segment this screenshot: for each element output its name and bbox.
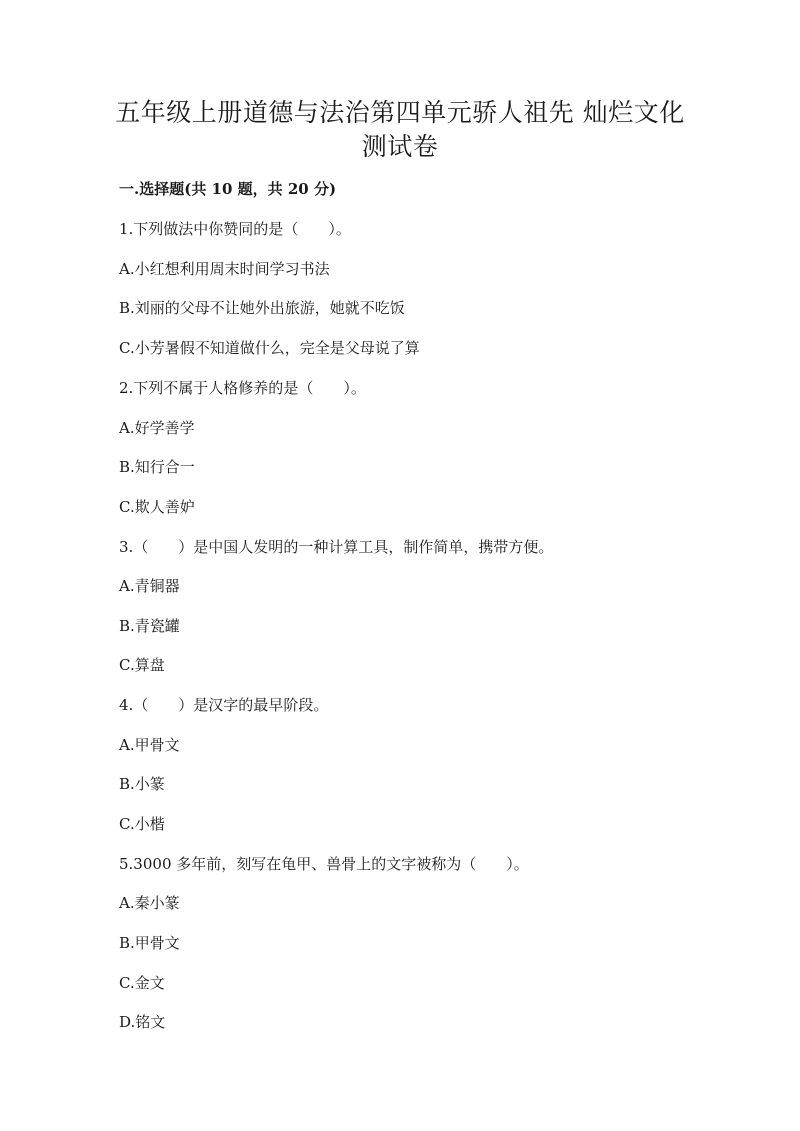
option: B.甲骨文	[119, 934, 180, 952]
option: A.青铜器	[119, 577, 180, 595]
question-stem: 1.下列做法中你赞同的是（ ）。	[119, 220, 351, 238]
title-line-1: 五年级上册道德与法治第四单元骄人祖先 灿烂文化	[115, 98, 685, 127]
option: A.甲骨文	[119, 736, 180, 754]
option: B.青瓷罐	[119, 617, 180, 635]
option: C.算盘	[119, 656, 165, 674]
question-stem: 2.下列不属于人格修养的是（ ）。	[119, 379, 366, 397]
section-heading: 一.选择题(共 10 题，共 20 分)	[119, 180, 337, 198]
option: D.铭文	[119, 1013, 166, 1031]
title-line-2: 测试卷	[361, 132, 439, 161]
option: A.小红想利用周末时间学习书法	[119, 260, 330, 278]
option: C.欺人善妒	[119, 498, 195, 516]
option: C.小芳暑假不知道做什么，完全是父母说了算	[119, 339, 420, 357]
question-stem: 5.3000 多年前，刻写在龟甲、兽骨上的文字被称为（ ）。	[119, 855, 529, 873]
option: C.金文	[119, 974, 165, 992]
option: B.小篆	[119, 775, 165, 793]
option: B.刘丽的父母不让她外出旅游，她就不吃饭	[119, 299, 405, 317]
question-stem: 4.（ ）是汉字的最早阶段。	[119, 696, 329, 714]
page-title	[0, 96, 800, 164]
option: A.秦小篆	[119, 894, 180, 912]
option: B.知行合一	[119, 458, 195, 476]
question-stem: 3.（ ）是中国人发明的一种计算工具，制作简单，携带方便。	[119, 538, 554, 556]
option: C.小楷	[119, 815, 165, 833]
option: A.好学善学	[119, 419, 195, 437]
